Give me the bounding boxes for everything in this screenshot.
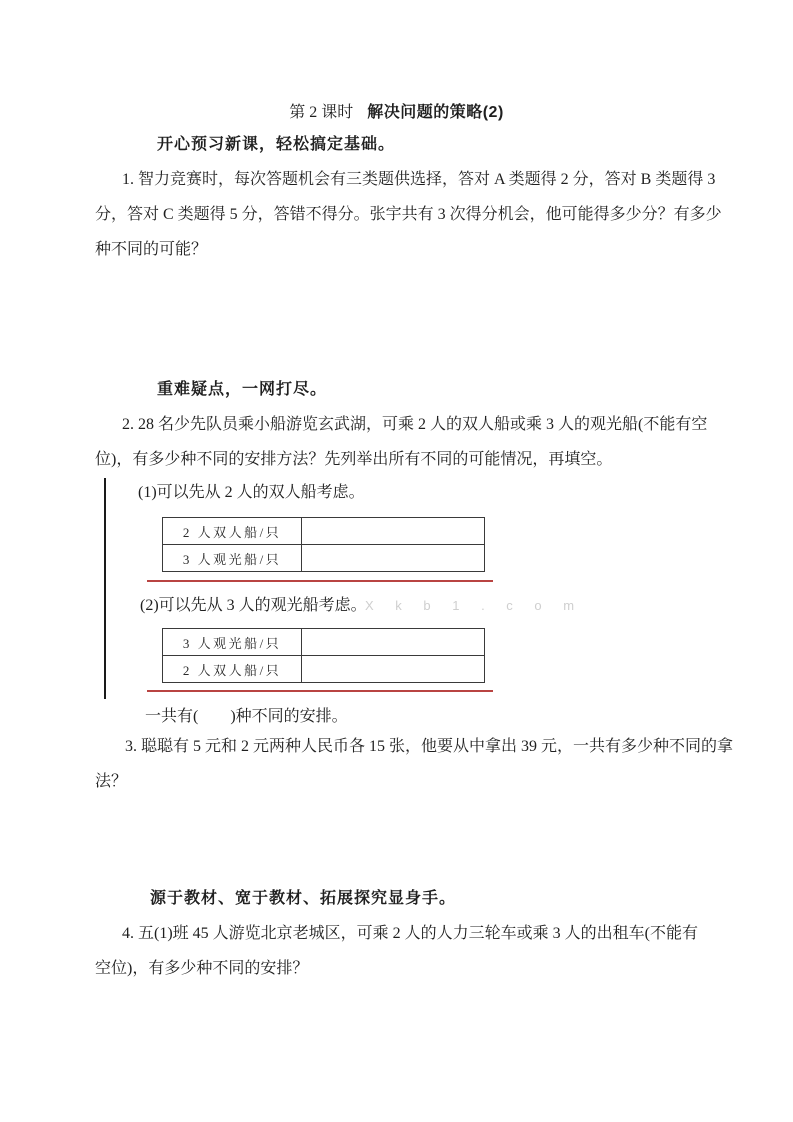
table-row (163, 656, 485, 683)
table-row (163, 545, 485, 572)
table-row-label: 3 人观光船/只 (163, 629, 302, 656)
page-title-lesson: 第 2 课时 (289, 104, 354, 121)
red-underline-2 (147, 690, 493, 692)
table-cell-blank (302, 545, 485, 572)
problem-1-line-1: 1. 智力竞赛时，每次答题机会有三类题供选择，答对 A 类题得 2 分，答对 B 类题得 3 (122, 171, 716, 188)
problem-4-line-1: 4. 五(1)班 45 人游览北京老城区，可乘 2 人的人力三轮车或乘 3 人的出租车(不能有 (122, 925, 698, 942)
table-row-label: 2 人双人船/只 (163, 518, 302, 545)
problem-3-line-2: 法？ (95, 773, 128, 790)
watermark-text: X k b 1 . c o m (365, 598, 584, 613)
left-margin-rule (104, 478, 106, 699)
section-header-preview: 开心预习新课，轻松搞定基础。 (157, 136, 396, 153)
problem-2-sub-2-label: (2)可以先从 3 人的观光船考虑。 (140, 597, 367, 614)
table-row (163, 518, 485, 545)
fill-in-table-sightseeing-boats-first (162, 628, 485, 683)
table-cell-blank (302, 518, 485, 545)
section-header-explore: 源于教材、宽于教材、拓展探究显身手。 (150, 890, 457, 907)
problem-2-line-1: 2. 28 名少先队员乘小船游览玄武湖，可乘 2 人的双人船或乘 3 人的观光船(不能有空 (122, 416, 708, 433)
problem-2-conclusion: 一共有( )种不同的安排。 (145, 708, 348, 725)
page-title (0, 99, 793, 122)
table-row-label: 2 人双人船/只 (163, 656, 302, 683)
section-header-key-points: 重难疑点，一网打尽。 (157, 381, 328, 398)
problem-1-line-2: 分，答对 C 类题得 5 分，答错不得分。张宇共有 3 次得分机会，他可能得多少分？有多少 (95, 206, 722, 223)
problem-3-line-1: 3. 聪聪有 5 元和 2 元两种人民币各 15 张，他要从中拿出 39 元，一共有多少种不同的拿 (125, 738, 734, 755)
table-row-label: 3 人观光船/只 (163, 545, 302, 572)
fill-in-table-double-boats-first (162, 517, 485, 572)
table-cell-blank (302, 656, 485, 683)
table-cell-blank (302, 629, 485, 656)
page-title-topic: 解决问题的策略(2) (367, 104, 504, 121)
problem-4-line-2: 空位)，有多少种不同的安排？ (95, 960, 309, 977)
problem-2-line-2: 位)，有多少种不同的安排方法？先列举出所有不同的可能情况，再填空。 (95, 451, 613, 468)
problem-2-sub-1-label: (1)可以先从 2 人的双人船考虑。 (138, 484, 365, 501)
table-row (163, 629, 485, 656)
red-underline-1 (147, 580, 493, 582)
problem-1-line-3: 种不同的可能？ (95, 241, 208, 258)
